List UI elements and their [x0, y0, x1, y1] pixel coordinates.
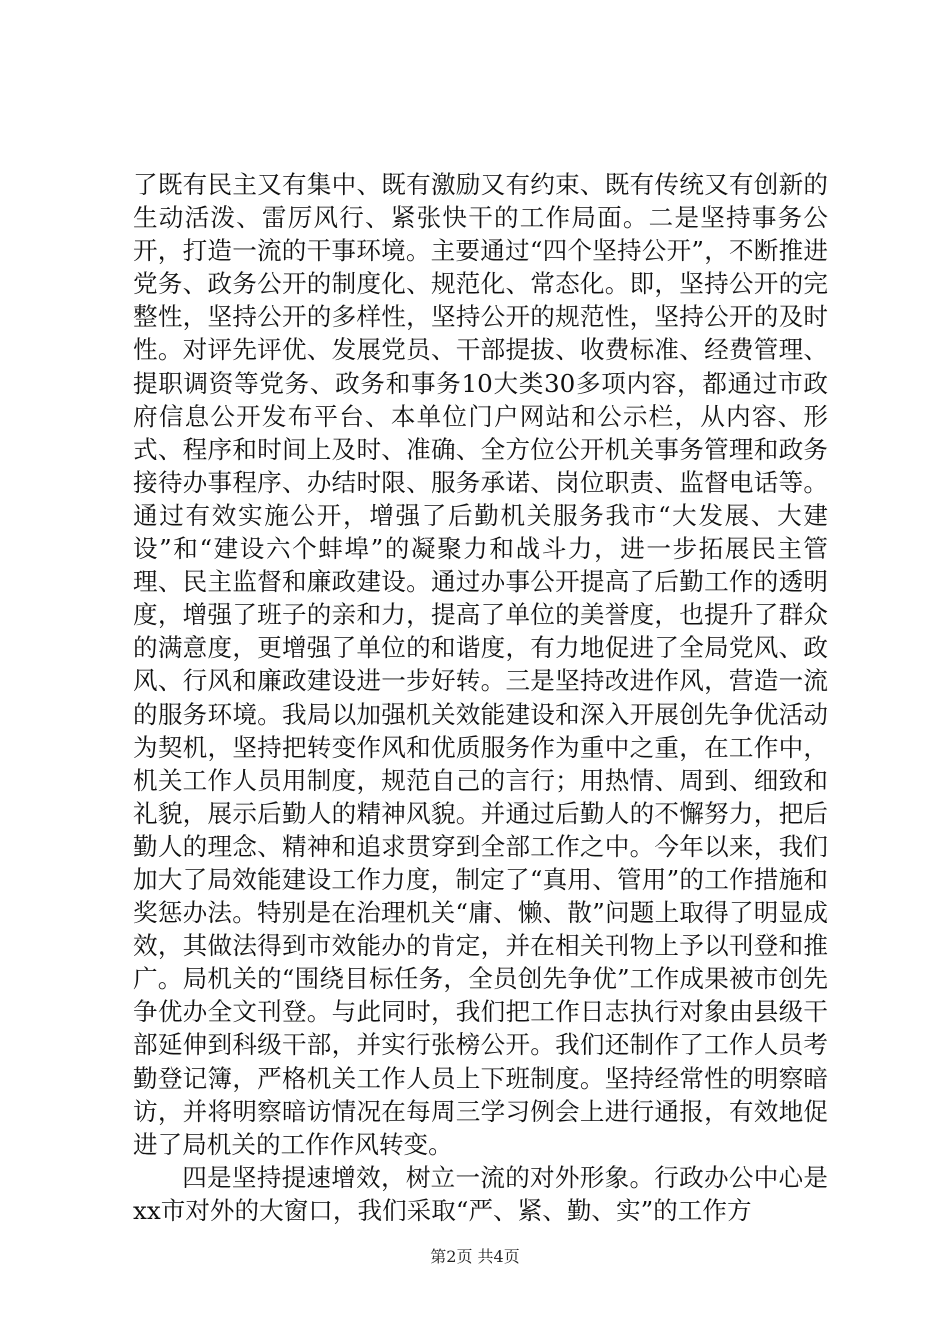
- page-number-footer: 第2页 共4页: [430, 1247, 520, 1266]
- document-body: [133, 168, 828, 1227]
- paragraph-1: 了既有民主又有集中、既有激励又有约束、既有传统又有创新的生动活泼、雷厉风行、紧张快干的工作局面。二是坚持事务公开，打造一流的干事环境。主要通过“四个坚持公开”，不断推进党务、政务公开的制度化、规范化、常态化。即，坚持公开的完整性，坚持公开的多样性，坚持公开的规范性，坚持公开的及时性。对评先评优、发展党员、干部提拔、收费标准、经费管理、提职调资等党务、政务和事务10大类30多项内容，都通过市政府信息公开发布平台、本单位门户网站和公示栏，从内容、形式、程序和时间上及时、准确、全方位公开机关事务管理和政务接待办事程序、办结时限、服务承诺、岗位职责、监督电话等。通过有效实施公开，增强了后勤机关服务我市“大发展、大建设”和“建设六个蚌埠”的凝聚力和战斗力，进一步拓展民主管理、民主监督和廉政建设。通过办事公开提高了后勤工作的透明度，增强了班子的亲和力，提高了单位的美誉度，也提升了群众的满意度，更增强了单位的和谐度，有力地促进了全局党风、政风、行风和廉政建设进一步好转。三是坚持改进作风，营造一流的服务环境。我局以加强机关效能建设和深入开展创先争优活动为契机，坚持把转变作风和优质服务作为重中之重，在工作中，机关工作人员用制度，规范自己的言行；用热情、周到、细致和礼貌，展示后勤人的精神风貌。并通过后勤人的不懈努力，把后勤人的理念、精神和追求贯穿到全部工作之中。今年以来，我们加大了局效能建设工作力度，制定了“真用、管用”的工作措施和奖惩办法。特别是在治理机关“庸、懒、散”问题上取得了明显成效，其做法得到市效能办的肯定，并在相关刊物上予以刊登和推广。局机关的“围绕目标任务，全员创先争优”工作成果被市创先争优办全文刊登。与此同时，我们把工作日志执行对象由县级干部延伸到科级干部，并实行张榜公开。我们还制作了工作人员考勤登记簿，严格机关工作人员上下班制度。坚持经常性的明察暗访，并将明察暗访情况在每周三学习例会上进行通报，有效地促进了局机关的工作作风转变。: [133, 170, 828, 1159]
- paragraph-2: 四是坚持提速增效，树立一流的对外形象。行政办公中心是xx市对外的大窗口，我们采取“严、紧、勤、实”的工作方: [133, 1162, 828, 1225]
